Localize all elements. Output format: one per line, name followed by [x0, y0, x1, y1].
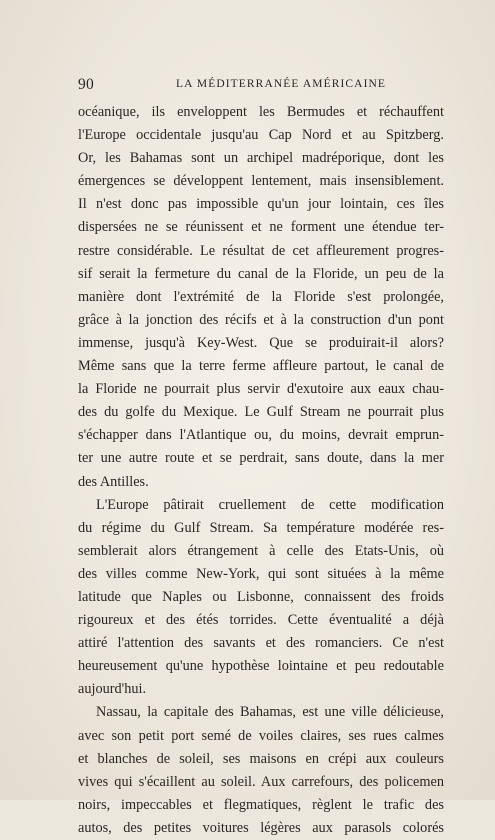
text-line: des Antilles.: [78, 473, 149, 490]
text-line: émergences se développent lentement, mais insensiblement.: [78, 173, 444, 190]
text-line: des villes comme New-York, qui sont situées à la même: [78, 565, 444, 582]
text-line: heureusement qu'une hypothèse lointaine et peu redoutable: [78, 658, 444, 675]
text-line: aujourd'hui.: [78, 681, 147, 698]
text-line: Même sans que la terre ferme affleure partout, le canal de: [78, 358, 444, 375]
text-line: Nassau, la capitale des Bahamas, est une ville délicieuse,: [96, 704, 444, 721]
text-line: ter une autre route et se perdrait, sans doute, dans la mer: [78, 450, 444, 467]
text-line: et blanches de soleil, ses maisons en crépi aux couleurs: [78, 750, 444, 767]
text-line: vives qui s'écaillent au soleil. Aux carrefours, des policemen: [78, 773, 444, 790]
text-line: du régime du Gulf Stream. Sa température modérée res-: [78, 519, 444, 536]
text-line: autos, des petites voitures légères aux parasols colorés: [78, 819, 444, 836]
paragraph: [78, 494, 444, 702]
text-line: océanique, ils enveloppent les Bermudes et réchauffent: [78, 104, 444, 120]
paragraph: [78, 701, 444, 840]
text-line: sif serait la fermeture du canal de la Floride, un peu de la: [78, 265, 444, 282]
text-line: semblerait alors étrangement à celle des Etats-Unis, où: [78, 542, 444, 559]
text-line: attiré l'attention des savants et des romanciers. Ce n'est: [78, 635, 444, 652]
text-line: la Floride ne pourrait plus servir d'exutoire aux eaux chau-: [78, 381, 444, 398]
page-number: 90: [78, 76, 94, 93]
text-line: avec son petit port semé de voiles claires, ses rues calmes: [78, 727, 444, 744]
text-line: restre considérable. Le résultat de cet affleurement progres-: [78, 242, 444, 259]
text-line: latitude que Naples ou Lisbonne, connaissent des froids: [78, 588, 444, 605]
text-line: L'Europe pâtirait cruellement de cette modification: [96, 496, 444, 513]
text-line: des du golfe du Mexique. Le Gulf Stream ne pourrait plus: [78, 404, 444, 421]
body-text: [78, 101, 444, 840]
page-header: [78, 76, 448, 94]
text-line: s'échapper dans l'Atlantique ou, du moins, devrait emprun-: [78, 427, 444, 444]
paragraph: [78, 101, 444, 494]
text-line: dispersées ne se réunissent et ne forment une étendue ter-: [78, 219, 444, 236]
text-line: grâce à la jonction des récifs et à la construction d'un pont: [78, 311, 444, 328]
text-line: Or, les Bahamas sont un archipel madréporique, dont les: [78, 150, 444, 167]
text-line: Il n'est donc pas impossible qu'un jour lointain, ces îles: [78, 196, 444, 213]
text-line: immense, jusqu'à Key-West. Que se produirait-il alors?: [78, 334, 444, 351]
text-line: noirs, impeccables et flegmatiques, règlent le trafic des: [78, 796, 444, 813]
text-line: l'Europe occidentale jusqu'au Cap Nord et au Spitzberg.: [78, 127, 444, 144]
text-line: manière dont l'extrémité de la Floride s'est prolongée,: [78, 288, 444, 305]
running-title: LA MÉDITERRANÉE AMÉRICAINE: [176, 78, 387, 90]
text-line: rigoureux et des étés torrides. Cette éventualité a déjà: [78, 612, 444, 629]
